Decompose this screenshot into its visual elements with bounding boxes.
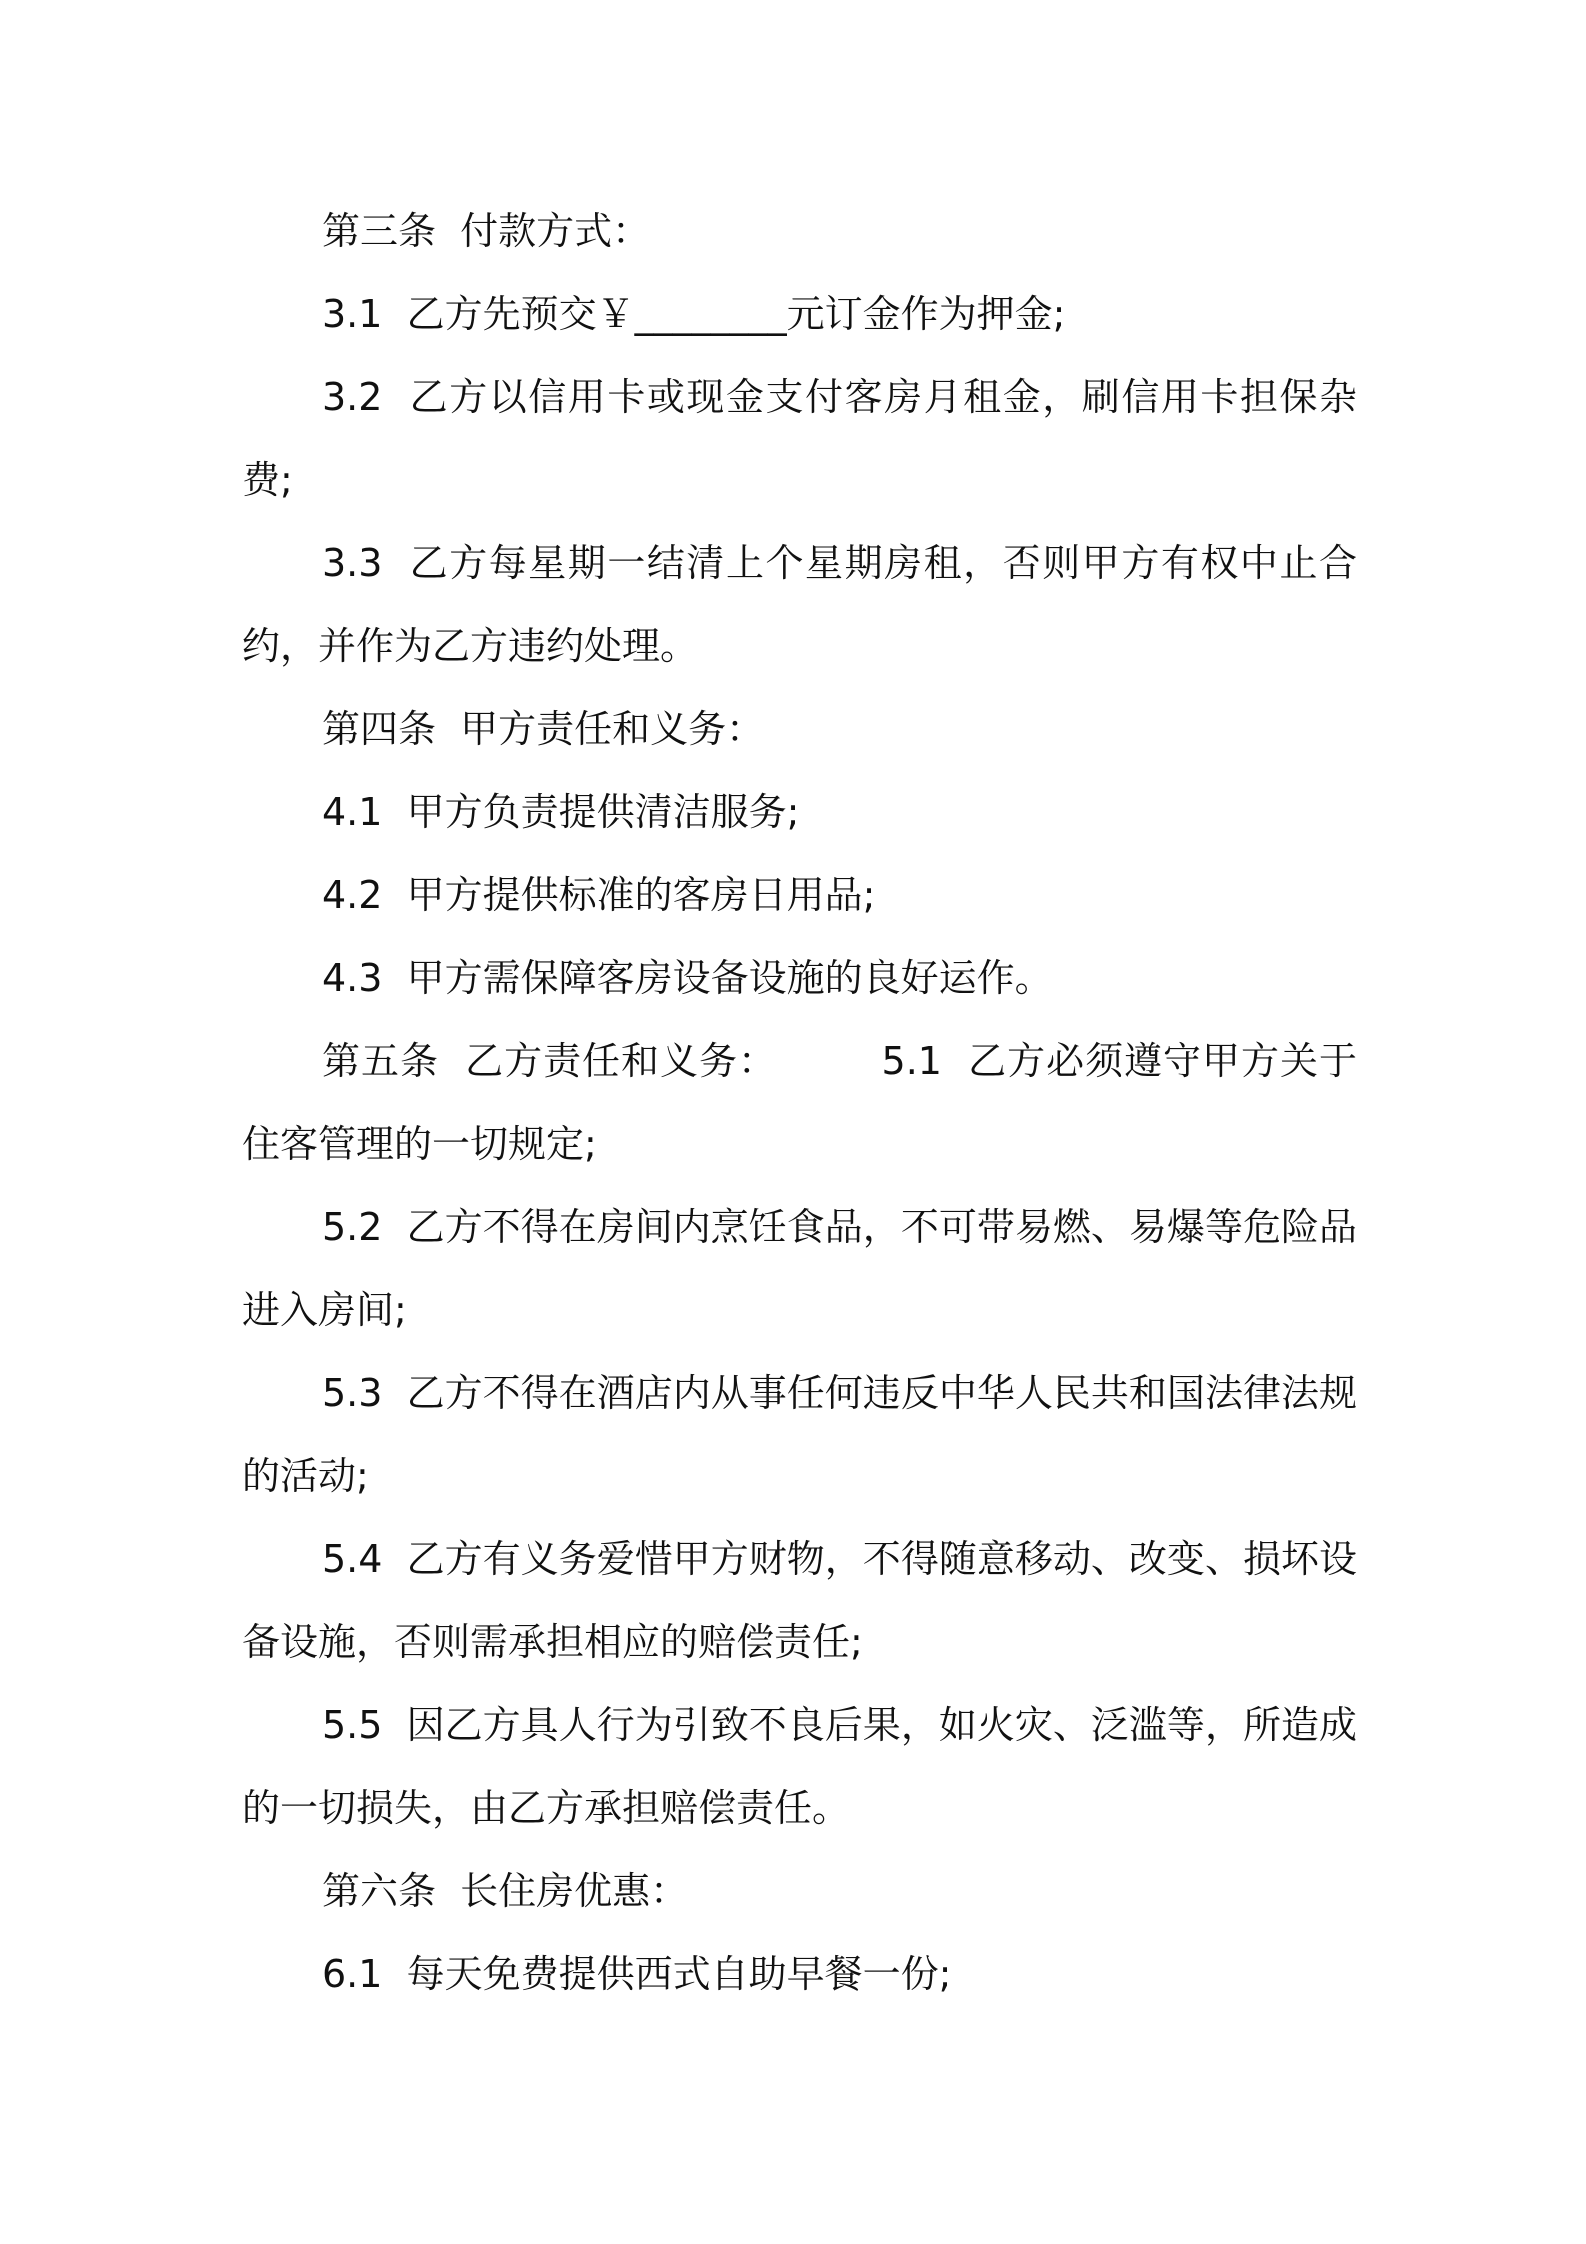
- clause-6-1: 6.1 每天免费提供西式自助早餐一份;: [322, 1952, 952, 1996]
- clause-3-2: 3.2 乙方以信用卡或现金支付客房月租金，刷信用卡担保杂费;: [242, 375, 1357, 502]
- article-4-heading: 第四条 甲方责任和义务：: [322, 707, 765, 751]
- clause-5-5: 5.5 因乙方具人行为引致不良后果，如火灾、泛滥等，所造成的一切损失，由乙方承担赔偿责任。: [242, 1703, 1357, 1830]
- clause-3-3: 3.3 乙方每星期一结清上个星期房租，否则甲方有权中止合约，并作为乙方违约处理。: [242, 541, 1357, 668]
- clause-5-2: 5.2 乙方不得在房间内烹饪食品，不可带易燃、易爆等危险品进入房间;: [242, 1205, 1357, 1332]
- document-body: [242, 190, 1357, 2016]
- clause-4-1: 4.1 甲方负责提供清洁服务;: [322, 790, 800, 834]
- clause-3-1: 3.1 乙方先预交￥________元订金作为押金;: [322, 292, 1066, 336]
- article-5-heading-clause-5-1: 第五条 乙方责任和义务： 5.1 乙方必须遵守甲方关于住客管理的一切规定;: [242, 1039, 1357, 1166]
- article-3-heading: 第三条 付款方式：: [322, 209, 651, 253]
- article-6-heading: 第六条 长住房优惠：: [322, 1869, 689, 1913]
- clause-5-3: 5.3 乙方不得在酒店内从事任何违反中华人民共和国法律法规的活动;: [242, 1371, 1357, 1498]
- clause-4-2: 4.2 甲方提供标准的客房日用品;: [322, 873, 876, 917]
- clause-5-4: 5.4 乙方有义务爱惜甲方财物，不得随意移动、改变、损坏设备设施，否则需承担相应的赔偿责任;: [242, 1537, 1357, 1664]
- clause-4-3: 4.3 甲方需保障客房设备设施的良好运作。: [322, 956, 1053, 1000]
